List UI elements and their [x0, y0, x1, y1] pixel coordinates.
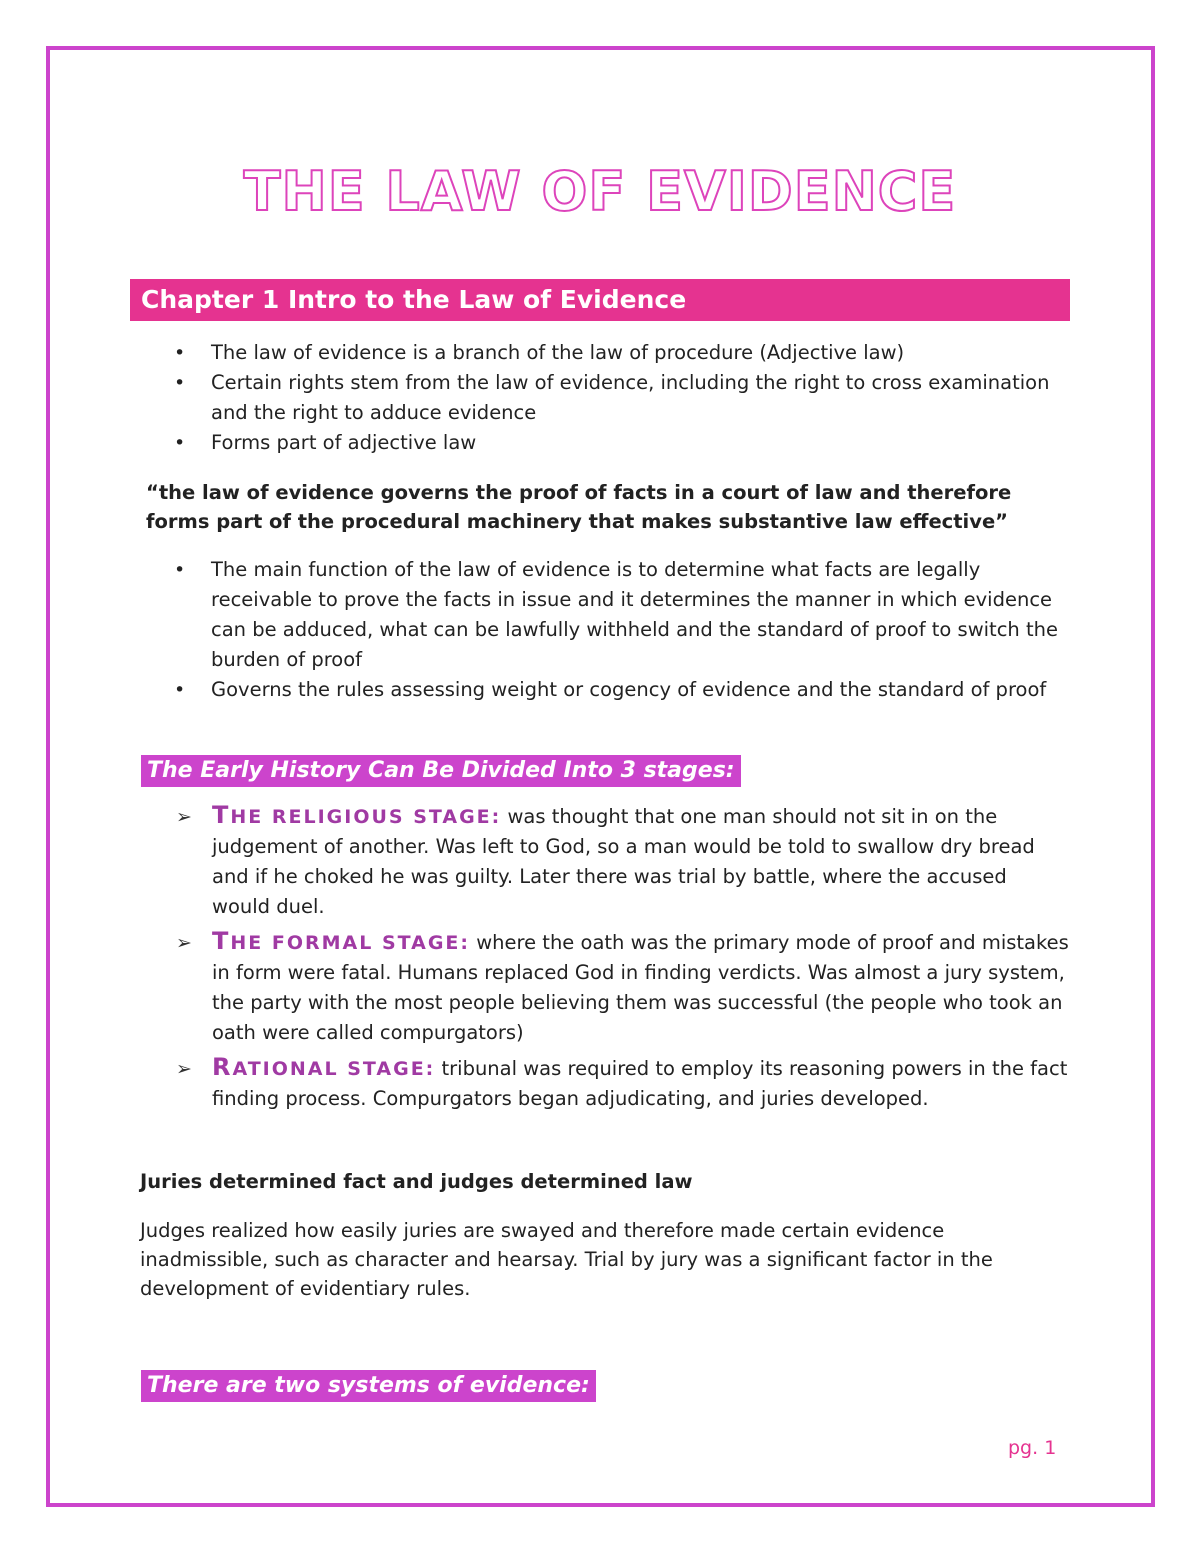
history-banner: The Early History Can Be Divided Into 3 stages: [141, 755, 741, 787]
stage-description: tribunal was required to employ its reasoning powers in the fact finding process. Compurgators began adjudicating, and juries developed. [212, 1057, 1068, 1110]
intro-bullet-list [140, 338, 1065, 458]
arrow-bullet-icon: ➢ [176, 932, 192, 954]
stage-name: THE RELIGIOUS STAGE: [212, 801, 502, 829]
chapter-heading: Chapter 1 Intro to the Law of Evidence [130, 279, 1070, 321]
juries-paragraph: Judges realized how easily juries are swayed and therefore made certain evidence inadmissible, such as character and hearsay. Trial by jury was a significant factor in the development of evidentiary rules. [140, 1219, 993, 1300]
stage-description: where the oath was the primary mode of proof and mistakes in form were fatal. Humans replaced God in finding verdicts. Was almost a jury system, the party with the most people believing them was successful (the people who took an oath were called compurgators) [212, 931, 1069, 1044]
list-item: • The main function of the law of evidence is to determine what facts are legally receivable to prove the facts in issue and it determines the manner in which evidence can be adduced, what can be lawfully withheld and the standard of proof to switch the burden of proof [140, 555, 1065, 675]
systems-banner: There are two systems of evidence: [141, 1370, 596, 1402]
list-item: • Forms part of adjective law [140, 428, 1065, 458]
stage-name: THE FORMAL STAGE: [212, 927, 471, 955]
list-item: • The law of evidence is a branch of the law of procedure (Adjective law) [140, 338, 1065, 368]
arrow-bullet-icon: ➢ [176, 806, 192, 828]
juries-heading: Juries determined fact and judges determined law [140, 1170, 693, 1193]
stage-item-religious [140, 800, 1070, 922]
arrow-bullet-icon: ➢ [176, 1058, 192, 1080]
list-item: • Certain rights stem from the law of evidence, including the right to cross examination and the right to adduce evidence [140, 368, 1065, 428]
stage-item-formal [140, 926, 1070, 1048]
definition-quote: “the law of evidence governs the proof of facts in a court of law and therefore forms part of the procedural machinery that makes substantive law effective” [146, 481, 1012, 533]
stage-description: was thought that one man should not sit in on the judgement of another. Was left to God, so a man would be told to swallow dry bread and if he choked he was guilty. Later there was trial by battle, where the accused would duel. [212, 805, 1035, 918]
list-item: • Governs the rules assessing weight or cogency of evidence and the standard of proof [140, 675, 1065, 705]
stage-item-rational [140, 1052, 1070, 1114]
stages-list [140, 800, 1070, 1118]
document-title: THE LAW OF EVIDENCE [243, 160, 957, 223]
page-number: pg. 1 [1008, 1437, 1057, 1459]
function-bullet-list [140, 555, 1065, 705]
stage-name: RATIONAL STAGE: [212, 1053, 436, 1081]
